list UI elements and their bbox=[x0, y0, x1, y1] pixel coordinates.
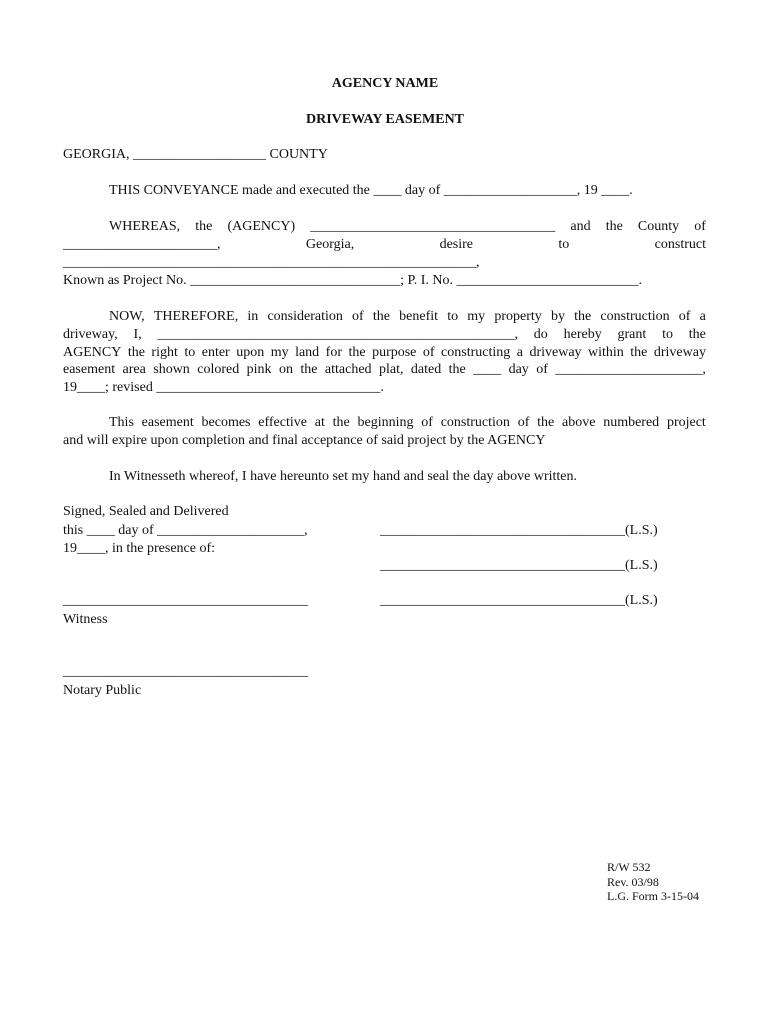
whereas-line-2 bbox=[63, 236, 706, 254]
form-number: R/W 532 bbox=[607, 860, 651, 874]
document-title: DRIVEWAY EASEMENT bbox=[305, 112, 465, 127]
word: land bbox=[295, 345, 320, 360]
word: the bbox=[688, 327, 706, 342]
word: and bbox=[570, 219, 591, 234]
word: the bbox=[372, 309, 390, 324]
word: the bbox=[574, 309, 592, 324]
word: the bbox=[332, 415, 350, 430]
word: (AGENCY) bbox=[227, 219, 296, 234]
whereas-line-3: ___________________________________________________________, bbox=[63, 255, 480, 270]
word: of bbox=[517, 415, 530, 430]
word: becomes bbox=[201, 415, 251, 430]
word: I, bbox=[133, 327, 142, 342]
word: above bbox=[562, 415, 596, 430]
word: by bbox=[550, 309, 565, 324]
word: NOW, bbox=[109, 309, 145, 324]
word: _____________________, bbox=[555, 362, 706, 377]
word: driveway bbox=[653, 345, 706, 360]
word: plat, bbox=[378, 362, 404, 377]
word: construction bbox=[600, 309, 670, 324]
word: the bbox=[630, 345, 648, 360]
witness-signature-line[interactable]: ___________________________________ bbox=[63, 593, 308, 608]
signed-presence-line: 19____, in the presence of: bbox=[63, 541, 216, 556]
word: property bbox=[494, 309, 542, 324]
word: of bbox=[421, 415, 433, 430]
now-therefore-line-4 bbox=[63, 361, 706, 379]
word: dated bbox=[410, 362, 442, 377]
word: WHEREAS, bbox=[109, 219, 181, 234]
word: my bbox=[467, 309, 486, 324]
word: day bbox=[508, 362, 529, 377]
word: ___________________________________ bbox=[310, 219, 556, 234]
word: the bbox=[195, 219, 213, 234]
word: ____ bbox=[473, 362, 502, 377]
now-therefore-line-1 bbox=[109, 308, 706, 326]
word: consideration bbox=[267, 309, 343, 324]
word: the bbox=[605, 219, 623, 234]
word: the bbox=[448, 362, 466, 377]
conveyance-line: THIS CONVEYANCE made and executed the ____ day of ___________________, 19 ____. bbox=[109, 183, 633, 198]
signature-line-1[interactable]: ___________________________________(L.S.) bbox=[380, 523, 658, 538]
word: to bbox=[558, 237, 570, 252]
effective-line-2: and will expire upon completion and final acceptance of said project by the AGENCY bbox=[63, 433, 546, 448]
word: the bbox=[127, 345, 145, 360]
project-number-line: Known as Project No. ______________________________; P. I. No. __________________________. bbox=[63, 273, 643, 288]
word: of bbox=[694, 219, 706, 234]
word: purpose bbox=[372, 345, 417, 360]
word: on bbox=[278, 362, 293, 377]
whereas-line-1 bbox=[109, 218, 706, 236]
word: the bbox=[348, 345, 366, 360]
word: a bbox=[516, 345, 523, 360]
witnesseth-line: In Witnesseth whereof, I have hereunto set my hand and seal the day above written. bbox=[109, 469, 578, 484]
word: attached bbox=[324, 362, 372, 377]
word: of bbox=[352, 309, 364, 324]
word: at bbox=[314, 415, 325, 430]
word: enter bbox=[201, 345, 230, 360]
word: to bbox=[184, 345, 196, 360]
notary-signature-line[interactable]: ___________________________________ bbox=[63, 664, 308, 679]
now-therefore-line-2 bbox=[63, 326, 706, 344]
word: hereby bbox=[563, 327, 602, 342]
word: ___________________________________________________, bbox=[157, 327, 518, 342]
witness-label: Witness bbox=[63, 612, 108, 627]
word: driveway, bbox=[63, 327, 118, 342]
agency-name-heading: AGENCY NAME bbox=[331, 76, 439, 91]
word: desire bbox=[439, 237, 474, 252]
word: a bbox=[699, 309, 706, 324]
now-therefore-line-5: 19____; revised ________________________________. bbox=[63, 380, 384, 395]
word: easement bbox=[63, 362, 116, 377]
word: construction bbox=[440, 415, 510, 430]
word: of bbox=[536, 362, 548, 377]
form-lg-number: L.G. Form 3-15-04 bbox=[607, 889, 699, 903]
word: Georgia, bbox=[305, 237, 355, 252]
word: the bbox=[300, 362, 318, 377]
word: area bbox=[122, 362, 146, 377]
word: shown bbox=[153, 362, 190, 377]
word: project bbox=[666, 415, 706, 430]
county-line: GEORGIA, ___________________ COUNTY bbox=[63, 147, 328, 162]
word: grant bbox=[617, 327, 647, 342]
word: colored bbox=[197, 362, 240, 377]
word: constructing bbox=[441, 345, 511, 360]
word: construct bbox=[654, 237, 706, 252]
word: do bbox=[533, 327, 548, 342]
word: beginning bbox=[357, 415, 414, 430]
word: within bbox=[588, 345, 624, 360]
word: AGENCY bbox=[63, 345, 122, 360]
now-therefore-line-3 bbox=[63, 344, 706, 362]
word: in bbox=[247, 309, 259, 324]
word: for bbox=[325, 345, 342, 360]
effective-line-1 bbox=[109, 414, 706, 432]
word: driveway bbox=[529, 345, 582, 360]
word: County bbox=[637, 219, 680, 234]
word: to bbox=[662, 327, 673, 342]
signature-line-2[interactable]: ___________________________________(L.S.) bbox=[380, 558, 658, 573]
word: THEREFORE, bbox=[153, 309, 239, 324]
word: easement bbox=[141, 415, 194, 430]
signed-day-line: this ____ day of _____________________, bbox=[63, 523, 308, 538]
word: my bbox=[270, 345, 289, 360]
word: of bbox=[678, 309, 691, 324]
word: ______________________, bbox=[63, 237, 221, 252]
word: of bbox=[422, 345, 435, 360]
word: pink bbox=[246, 362, 272, 377]
word: right bbox=[151, 345, 178, 360]
signature-line-3[interactable]: ___________________________________(L.S.) bbox=[380, 593, 658, 608]
word: the bbox=[537, 415, 555, 430]
word: numbered bbox=[603, 415, 660, 430]
notary-label: Notary Public bbox=[63, 683, 142, 698]
signed-sealed-line: Signed, Sealed and Delivered bbox=[63, 504, 229, 519]
word: effective bbox=[258, 415, 307, 430]
word: benefit bbox=[399, 309, 439, 324]
word: to bbox=[447, 309, 459, 324]
form-revision: Rev. 03/98 bbox=[607, 875, 659, 889]
word: This bbox=[109, 415, 134, 430]
word: upon bbox=[236, 345, 265, 360]
